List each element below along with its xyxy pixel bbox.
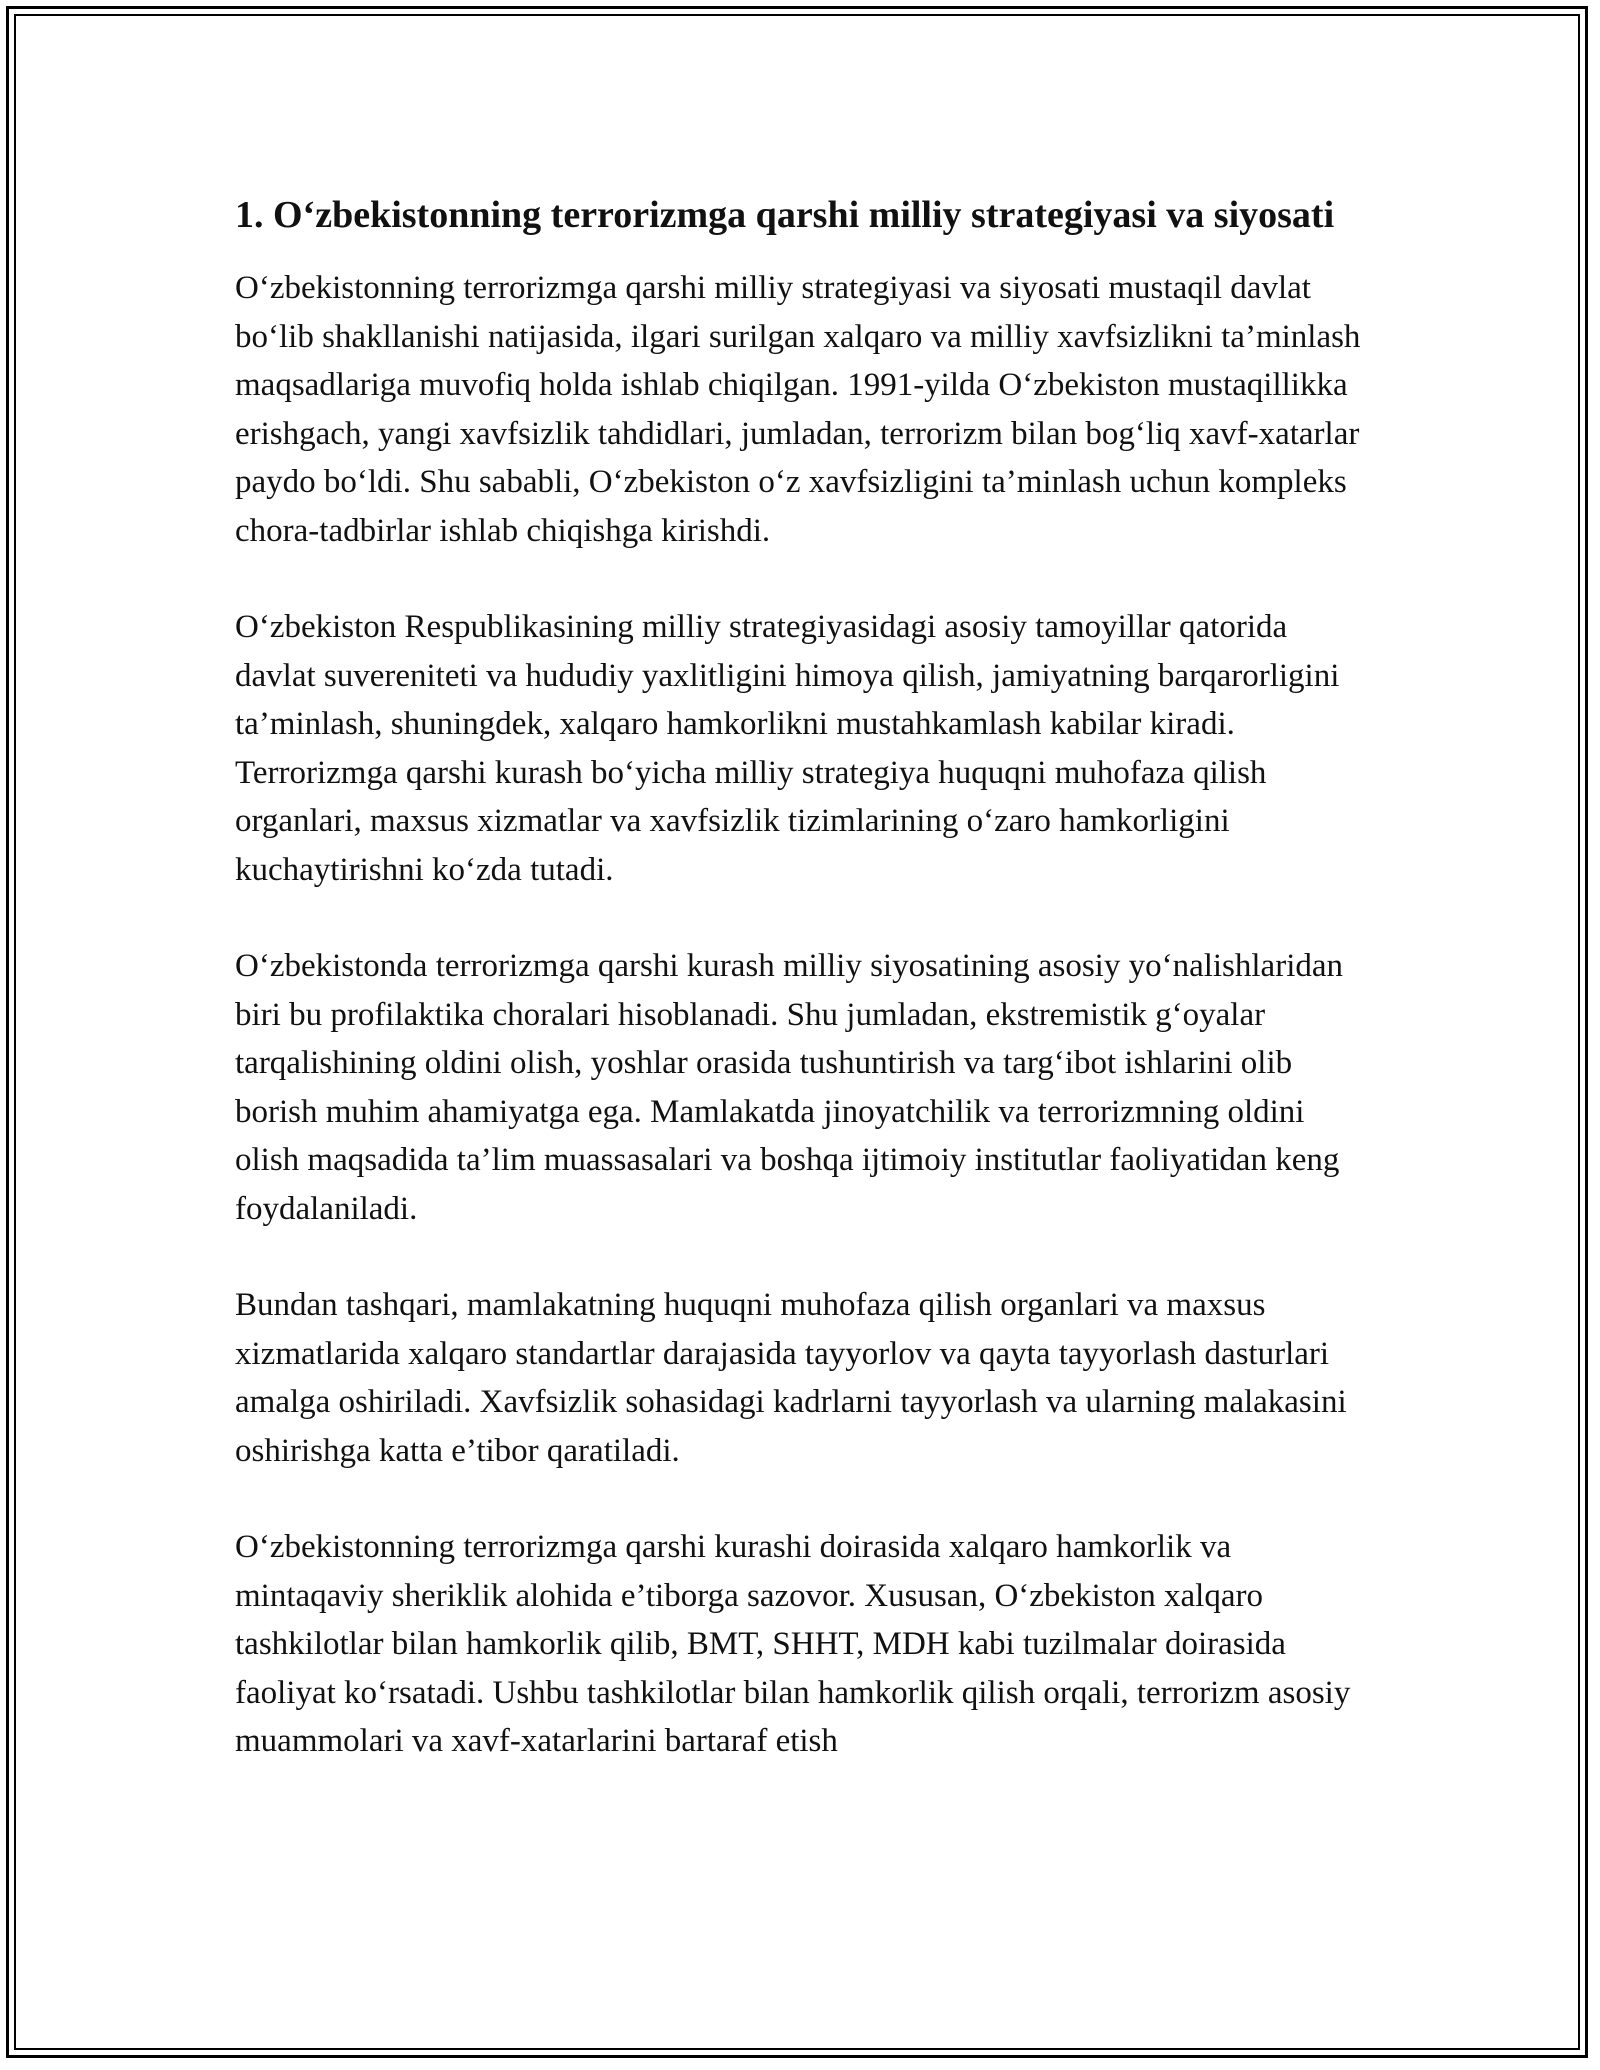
paragraph-2: O‘zbekiston Respublikasining milliy strategiyasidagi asosiy tamoyillar qatorida davlat suvereniteti va hududiy yaxlitligini himoya qilish, jamiyatning barqarorligini ta’minlash, shuningdek, xalqaro hamkorlikni mustahkamlash kabilar kiradi. Terrorizmga qarshi kurash bo‘yicha milliy strategiya huquqni muhofaza qilish organlari, maxsus xizmatlar va xavfsizlik tizimlarining o‘zaro hamkorligini kuchaytirishni ko‘zda tutadi. <box>235 609 1340 888</box>
paragraph-4: Bundan tashqari, mamlakatning huquqni muhofaza qilish organlari va maxsus xizmatlarida xalqaro standartlar darajasida tayyorlov va qayta tayyorlash dasturlari amalga oshiriladi. Xavfsizlik sohasidagi kadrlarni tayyorlash va ularning malakasini oshirishga katta e’tibor qaratiladi. <box>235 1287 1347 1469</box>
paragraph-5: O‘zbekistonning terrorizmga qarshi kurashi doirasida xalqaro hamkorlik va mintaqaviy sheriklik alohida e’tiborga sazovor. Xususan, O‘zbekiston xalqaro tashkilotlar bilan hamkorlik qilib, BMT, SHHT, MDH kabi tuzilmalar doirasida faoliyat ko‘rsatadi. Ushbu tashkilotlar bilan hamkorlik qilish orqali, terrorizm asosiy muammolari va xavf-xatarlarini bartaraf etish <box>235 1529 1351 1759</box>
document-body <box>235 188 1375 1814</box>
paragraph-1: O‘zbekistonning terrorizmga qarshi milliy strategiyasi va siyosati mustaqil davlat bo‘lib shakllanishi natijasida, ilgari surilgan xalqaro va milliy xavfsizlikni ta’minlash maqsadlariga muvofiq holda ishlab chiqilgan. 1991-yilda O‘zbekiston mustaqillikka erishgach, yangi xavfsizlik tahdidlari, jumladan, terrorizm bilan bog‘liq xavf-xatarlar paydo bo‘ldi. Shu sababli, O‘zbekiston o‘z xavfsizligini ta’minlash uchun kompleks chora-tadbirlar ishlab chiqishga kirishdi. <box>235 270 1361 549</box>
paragraph-3: O‘zbekistonda terrorizmga qarshi kurash milliy siyosatining asosiy yo‘nalishlaridan biri bu profilaktika choralari hisoblanadi. Shu jumladan, ekstremistik g‘oyalar tarqalishining oldini olish, yoshlar orasida tushuntirish va targ‘ibot ishlarini olib borish muhim ahamiyatga ega. Mamlakatda jinoyatchilik va terrorizmning oldini olish maqsadida ta’lim muassasalari va boshqa ijtimoiy institutlar faoliyatidan keng foydalaniladi. <box>235 948 1344 1227</box>
section-heading: 1. O‘zbekistonning terrorizmga qarshi milliy strategiyasi va siyosati <box>235 194 1335 236</box>
